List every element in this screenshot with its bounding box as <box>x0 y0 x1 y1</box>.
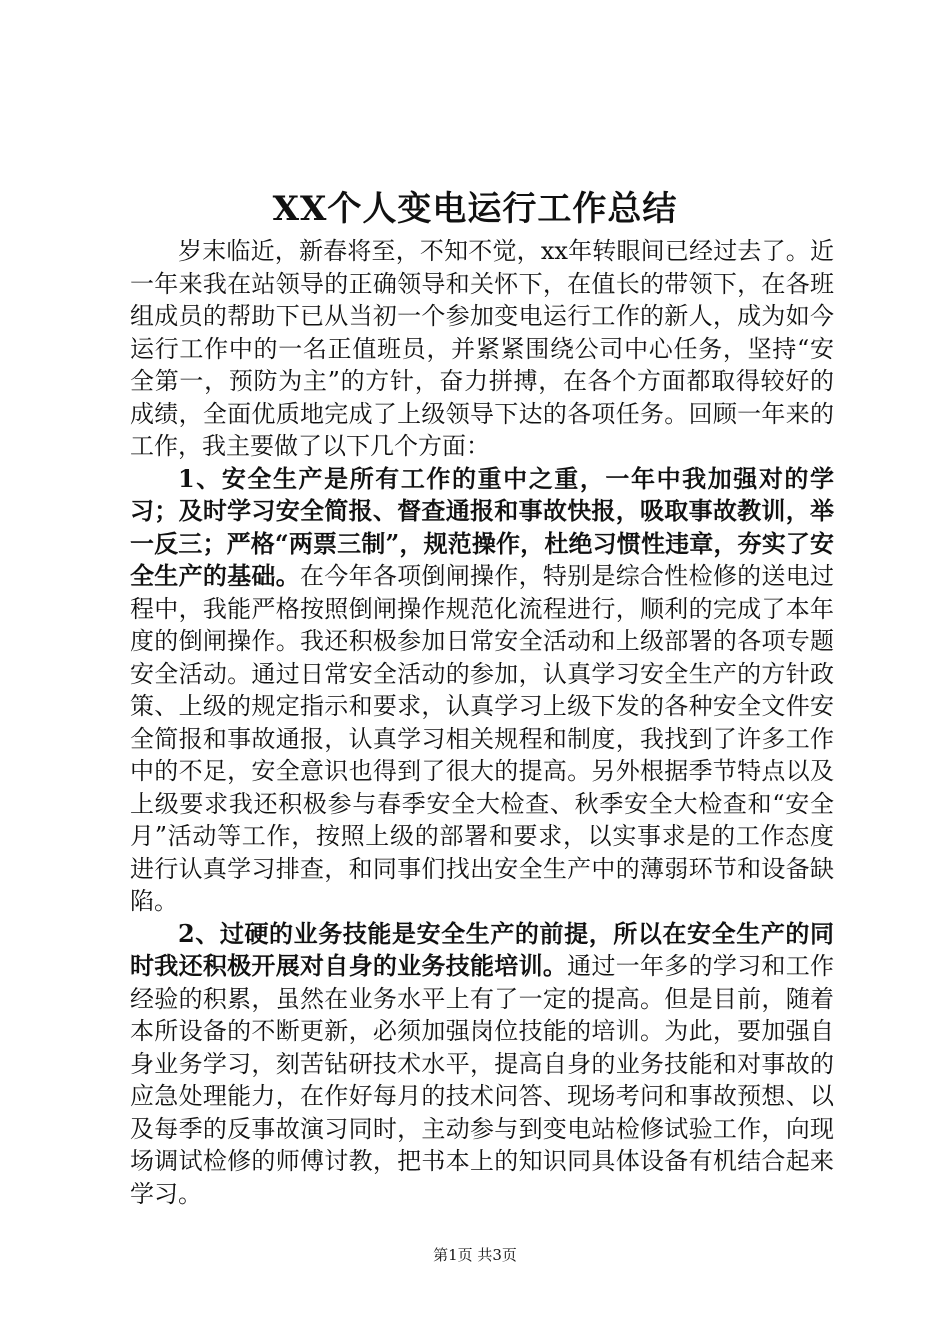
section-1-text: 在今年各项倒闸操作，特别是综合性检修的送电过程中，我能严格按照倒闸操作规范化流程进行，顺利的完成了本年度的倒闸操作。我还积极参加日常安全活动和上级部署的各项专题安全活动。通过日常安全活动的参加，认真学习安全生产的方针政策、上级的规定指示和要求，认真学习上级下发的各种安全文件安全简报和事故通报，认真学习相关规程和制度，我找到了许多工作中的不足，安全意识也得到了很大的提高。另外根据季节特点以及上级要求我还积极参与春季安全大检查、秋季安全大检查和“安全月”活动等工作，按照上级的部署和要求，以实事求是的工作态度进行认真学习排查，和同事们找出安全生产中的薄弱环节和设备缺陷。 <box>130 562 834 915</box>
section-2-heading: 2、过硬的业务技能是安全生产的前提，所以在安全生产的同时我还积极开展对自身的业务技能培训。 <box>130 918 834 980</box>
document-title: XX个人变电运行工作总结 <box>272 189 678 229</box>
section-1-heading: 1、安全生产是所有工作的重中之重，一年中我加强对的学习；及时学习安全简报、督查通报和事故快报，吸取事故教训，举一反三；严格“两票三制”，规范操作，杜绝习惯性违章，夯实了安全生产的基础。 <box>130 463 834 590</box>
intro-paragraph-text: 岁末临近，新春将至，不知不觉，xx年转眼间已经过去了。近一年来我在站领导的正确领导和关怀下，在值长的带领下，在各班组成员的帮助下已从当初一个参加变电运行工作的新人，成为如今运行工作中的一名正值班员，并紧紧围绕公司中心任务，坚持“安全第一，预防为主”的方针，奋力拼搏，在各个方面都取得较好的成绩，全面优质地完成了上级领导下达的各项任务。回顾一年来的工作，我主要做了以下几个方面： <box>130 237 834 460</box>
section-2-paragraph <box>130 918 834 1211</box>
page-footer: 第1页 共3页 <box>433 1246 517 1264</box>
document-body <box>130 235 834 1210</box>
intro-paragraph <box>130 235 834 463</box>
section-2-text: 通过一年多的学习和工作经验的积累，虽然在业务水平上有了一定的提高。但是目前，随着本所设备的不断更新，必须加强岗位技能的培训。为此，要加强自身业务学习，刻苦钻研技术水平，提高自身的业务技能和对事故的应急处理能力，在作好每月的技术问答、现场考问和事故预想、以及每季的反事故演习同时，主动参与到变电站检修试验工作，向现场调试检修的师傅讨教，把书本上的知识同具体设备有机结合起来学习。 <box>130 952 835 1208</box>
section-1-paragraph <box>130 463 834 918</box>
